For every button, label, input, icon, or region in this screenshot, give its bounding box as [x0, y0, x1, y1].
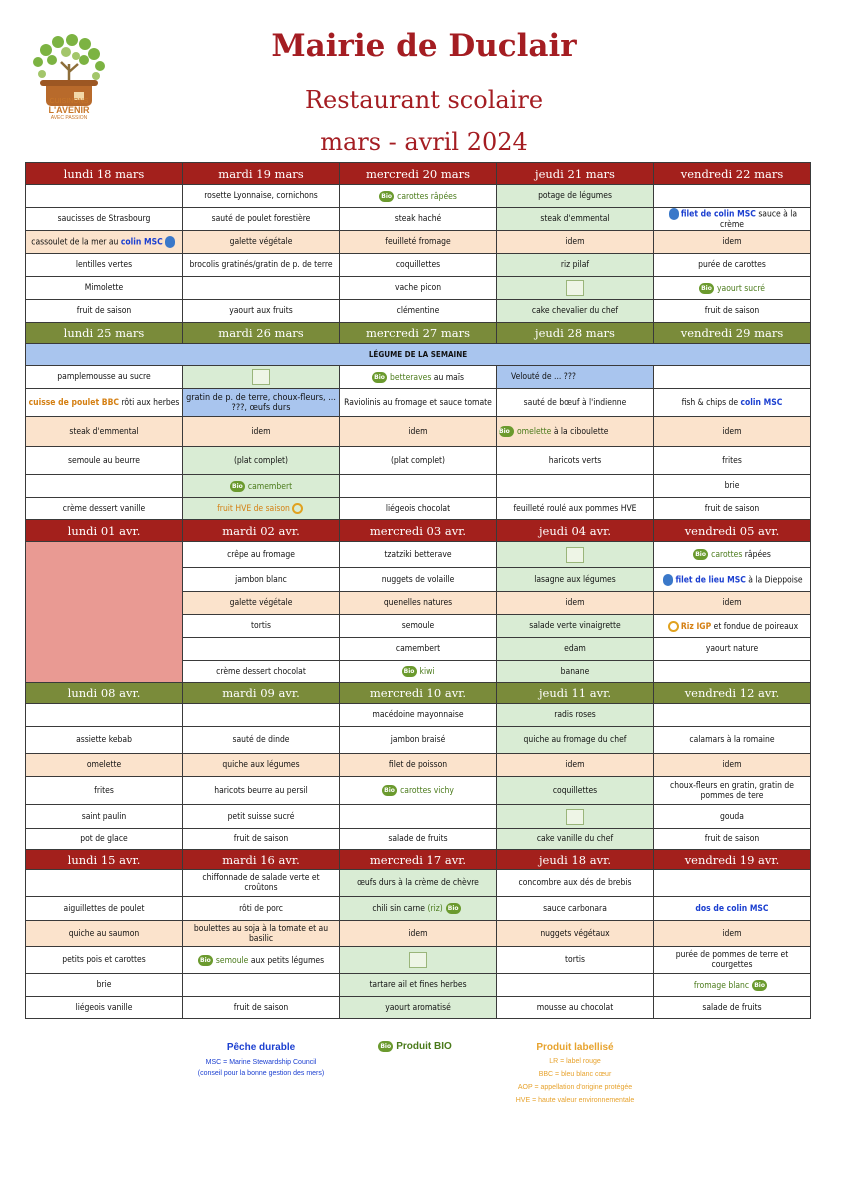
- menu-cell: idem: [497, 231, 654, 254]
- menu-cell: sauce carbonara: [497, 897, 654, 921]
- menu-cell: idem: [654, 921, 811, 947]
- menu-cell: [340, 475, 497, 498]
- menu-cell: cake chevalier du chef: [497, 300, 654, 323]
- msc-fish-icon: [669, 208, 679, 220]
- bio-icon: Bio: [378, 1041, 393, 1052]
- logo-line-1: CUISINONS: [49, 98, 89, 105]
- menu-cell: saint paulin: [26, 805, 183, 829]
- bio-icon: Bio: [693, 549, 708, 560]
- legend-line: (conseil pour la bonne gestion des mers): [197, 1070, 325, 1077]
- menu-row: [26, 498, 811, 520]
- msc-fish-icon: [663, 574, 673, 586]
- menu-cell: yaourt nature: [654, 638, 811, 661]
- menu-row: [26, 417, 811, 447]
- menu-cell: [654, 897, 811, 921]
- day-header: mercredi 10 avr.: [340, 683, 497, 704]
- menu-cell: fruit de saison: [654, 829, 811, 850]
- menu-item-extra: au maïs: [433, 372, 464, 383]
- menu-cell: semoule au beurre: [26, 447, 183, 475]
- bio-icon: Bio: [198, 955, 213, 966]
- vegetable-of-week-icon: [566, 547, 584, 563]
- bio-icon: Bio: [752, 980, 767, 991]
- menu-cell: [183, 638, 340, 661]
- menu-cell: jambon braisé: [340, 727, 497, 754]
- menu-cell: [183, 704, 340, 727]
- menu-row: [26, 475, 811, 498]
- day-header: mardi 26 mars: [183, 323, 340, 344]
- legend-title: Pêche durable: [226, 1042, 296, 1053]
- menu-cell: (plat complet): [183, 447, 340, 475]
- menu-row: [26, 777, 811, 805]
- menu-cell: pot de glace: [26, 829, 183, 850]
- menu-row: [26, 366, 811, 389]
- menu-cell: filet de poisson: [340, 754, 497, 777]
- menu-row: [26, 389, 811, 417]
- menu-row: [26, 704, 811, 727]
- menu-row: [26, 974, 811, 997]
- menu-row: [26, 447, 811, 475]
- menu-cell: [26, 389, 183, 417]
- menu-cell: gouda: [654, 805, 811, 829]
- menu-cell: [340, 805, 497, 829]
- menu-item: fish & chips de: [681, 397, 739, 408]
- legend-title: Produit labellisé: [536, 1042, 614, 1053]
- week-4-header: [26, 683, 811, 704]
- menu-cell: lentilles vertes: [26, 254, 183, 277]
- week-2-header: [26, 323, 811, 344]
- menu-cell: idem: [497, 754, 654, 777]
- day-header: mardi 09 avr.: [183, 683, 340, 704]
- menu-cell: idem: [654, 417, 811, 447]
- menu-cell: [654, 661, 811, 683]
- vegetable-of-week-icon: [566, 809, 584, 825]
- menu-item-bio: kiwi: [419, 667, 435, 677]
- menu-cell: jambon blanc: [183, 568, 340, 592]
- menu-item-bio: yaourt sucré: [717, 283, 765, 294]
- menu-cell: idem: [654, 754, 811, 777]
- menu-cell: assiette kebab: [26, 727, 183, 754]
- menu-cell: semoule: [340, 615, 497, 638]
- menu-cell: brocolis gratinés/gratin de p. de terre: [183, 254, 340, 277]
- legend-title: Produit BIO: [396, 1041, 452, 1053]
- menu-table: [25, 162, 811, 1019]
- menu-cell: [183, 974, 340, 997]
- menu-cell: yaourt aux fruits: [183, 300, 340, 323]
- menu-row: [26, 254, 811, 277]
- menu-cell: idem: [183, 417, 340, 447]
- legend-line: AOP = appellation d'origine protégée: [517, 1084, 633, 1091]
- menu-cell: [497, 542, 654, 568]
- menu-cell: Mimolette: [26, 277, 183, 300]
- day-header: mardi 19 mars: [183, 163, 340, 185]
- menu-cell: lasagne aux légumes: [497, 568, 654, 592]
- menu-cell: [654, 208, 811, 231]
- day-header: vendredi 05 avr.: [654, 520, 811, 542]
- menu-item-bio: omelette: [517, 427, 552, 437]
- day-header: vendredi 29 mars: [654, 323, 811, 344]
- menu-item-msc: filet de colin MSC: [680, 209, 756, 220]
- menu-cell: mousse au chocolat: [497, 997, 654, 1019]
- menu-cell: petits pois et carottes: [26, 947, 183, 974]
- menu-cell: [654, 185, 811, 208]
- menu-cell: [26, 475, 183, 498]
- vegetable-of-week-icon: [566, 280, 584, 296]
- menu-item-extra: aux petits légumes: [250, 955, 325, 966]
- menu-item-msc: colin MSC: [740, 397, 783, 408]
- menu-cell: fruit de saison: [654, 300, 811, 323]
- menu-cell: [654, 366, 811, 389]
- menu-item-bio: fromage blanc: [693, 980, 750, 991]
- menu-cell: [340, 897, 497, 921]
- menu-cell: gratin de p. de terre, choux-fleurs, ... ???, œufs durs: [183, 389, 340, 417]
- menu-row: [26, 185, 811, 208]
- menu-cell: tortis: [183, 615, 340, 638]
- label-icon: [668, 621, 679, 632]
- menu-cell: [654, 870, 811, 897]
- day-header: mercredi 17 avr.: [340, 850, 497, 870]
- menu-item-extra: rôti aux herbes: [121, 397, 180, 408]
- menu-cell: (plat complet): [340, 447, 497, 475]
- menu-cell: steak d'emmental: [26, 417, 183, 447]
- menu-cell: coquillettes: [497, 777, 654, 805]
- day-header: jeudi 21 mars: [497, 163, 654, 185]
- menu-cell: quiche aux légumes: [183, 754, 340, 777]
- menu-cell: tzatziki betterave: [340, 542, 497, 568]
- menu-cell: [654, 974, 811, 997]
- menu-cell: [654, 568, 811, 592]
- menu-cell: salade verte vinaigrette: [497, 615, 654, 638]
- legend-bio: [370, 1041, 460, 1052]
- holiday-cell: [26, 542, 183, 683]
- menu-cell: radis roses: [497, 704, 654, 727]
- menu-cell: brie: [26, 974, 183, 997]
- vegetable-of-week-banner: LÉGUME DE LA SEMAINE: [26, 344, 811, 366]
- menu-cell: nuggets de volaille: [340, 568, 497, 592]
- bio-icon: Bio: [372, 372, 387, 383]
- menu-cell: [497, 277, 654, 300]
- day-header: mardi 02 avr.: [183, 520, 340, 542]
- menu-item-msc: dos de colin MSC: [695, 903, 769, 914]
- menu-row: [26, 829, 811, 850]
- menu-cell: [654, 389, 811, 417]
- menu-cell: potage de légumes: [497, 185, 654, 208]
- day-header: jeudi 18 avr.: [497, 850, 654, 870]
- menu-cell: [497, 417, 654, 447]
- menu-item-extra: sauce à la crème: [719, 209, 798, 230]
- legend-line: LR = label rouge: [549, 1058, 601, 1065]
- menu-item-label: Riz IGP: [680, 621, 712, 632]
- menu-cell: steak haché: [340, 208, 497, 231]
- legend-line: BBC = bleu blanc cœur: [538, 1071, 612, 1078]
- menu-row: [26, 300, 811, 323]
- menu-item-extra: râpées: [744, 550, 771, 560]
- menu-row: [26, 805, 811, 829]
- menu-cell: haricots beurre au persil: [183, 777, 340, 805]
- menu-item-extra: et fondue de poireaux: [713, 621, 799, 632]
- menu-row: [26, 208, 811, 231]
- menu-cell: purée de pommes de terre et courgettes: [654, 947, 811, 974]
- legend-labelled-product: [480, 1042, 670, 1107]
- menu-row: [26, 277, 811, 300]
- bio-icon: Bio: [499, 426, 514, 437]
- menu-item-bio: camembert: [247, 481, 293, 492]
- menu-cell: tartare ail et fines herbes: [340, 974, 497, 997]
- menu-cell: rôti de porc: [183, 897, 340, 921]
- menu-cell: idem: [654, 592, 811, 615]
- menu-cell: [654, 615, 811, 638]
- menu-item-msc: colin MSC: [120, 237, 163, 248]
- label-icon: [292, 503, 303, 514]
- menu-cell: salade de fruits: [340, 829, 497, 850]
- menu-cell: yaourt aromatisé: [340, 997, 497, 1019]
- menu-cell: sauté de bœuf à l'indienne: [497, 389, 654, 417]
- day-header: lundi 15 avr.: [26, 850, 183, 870]
- menu-cell: [26, 231, 183, 254]
- menu-cell: feuilleté fromage: [340, 231, 497, 254]
- menu-cell: steak d'emmental: [497, 208, 654, 231]
- menu-cell: choux-fleurs en gratin, gratin de pommes de tere: [654, 777, 811, 805]
- menu-row: [26, 997, 811, 1019]
- menu-cell: [340, 366, 497, 389]
- menu-cell: cake vanille du chef: [497, 829, 654, 850]
- bio-icon: Bio: [402, 666, 417, 677]
- bio-icon: Bio: [382, 785, 397, 796]
- bio-icon: Bio: [446, 903, 461, 914]
- day-header: mercredi 03 avr.: [340, 520, 497, 542]
- menu-cell: feuilleté roulé aux pommes HVE: [497, 498, 654, 520]
- menu-row: [26, 542, 811, 568]
- menu-cell: omelette: [26, 754, 183, 777]
- menu-cell: frites: [654, 447, 811, 475]
- menu-item-bio: betteraves: [390, 372, 432, 383]
- menu-row: [26, 947, 811, 974]
- vegetable-of-week-icon: [252, 369, 270, 385]
- menu-row: [26, 727, 811, 754]
- menu-cell: calamars à la romaine: [654, 727, 811, 754]
- menu-cell: [340, 777, 497, 805]
- menu-row: [26, 870, 811, 897]
- menu-cell: banane: [497, 661, 654, 683]
- menu-item-bio: carottes: [711, 550, 743, 560]
- menu-cell: saucisses de Strasbourg: [26, 208, 183, 231]
- menu-item: chili sin carne: [372, 904, 425, 914]
- day-header: jeudi 11 avr.: [497, 683, 654, 704]
- menu-cell: clémentine: [340, 300, 497, 323]
- vegetable-of-week-icon: [409, 952, 427, 968]
- menu-cell: [183, 475, 340, 498]
- week-5-header: [26, 850, 811, 870]
- menu-cell: [340, 661, 497, 683]
- menu-cell: quiche au fromage du chef: [497, 727, 654, 754]
- page-subtitle: Restaurant scolaire: [304, 86, 544, 114]
- menu-cell: fruit de saison: [183, 997, 340, 1019]
- menu-cell: œufs durs à la crème de chèvre: [340, 870, 497, 897]
- logo-line-2: L'AVENIR: [48, 105, 90, 115]
- menu-item-label: cuisse de poulet BBC: [28, 397, 120, 408]
- day-header: vendredi 19 avr.: [654, 850, 811, 870]
- menu-row: [26, 897, 811, 921]
- bio-icon: Bio: [699, 283, 714, 294]
- banner-row: [26, 344, 811, 366]
- menu-row: [26, 231, 811, 254]
- menu-cell: [497, 805, 654, 829]
- legend-sustainable-fishing: [182, 1042, 340, 1079]
- menu-cell: idem: [340, 921, 497, 947]
- menu-item-bio: carottes râpées: [397, 191, 457, 202]
- menu-cell: nuggets végétaux: [497, 921, 654, 947]
- menu-cell: [340, 947, 497, 974]
- menu-cell: idem: [654, 231, 811, 254]
- week-1-header: [26, 163, 811, 185]
- menu-cell: crêpe au fromage: [183, 542, 340, 568]
- week-3-header: [26, 520, 811, 542]
- menu-row: [26, 921, 811, 947]
- menu-item-msc: filet de lieu MSC: [675, 575, 746, 585]
- day-header: jeudi 04 avr.: [497, 520, 654, 542]
- menu-cell: frites: [26, 777, 183, 805]
- menu-cell: galette végétale: [183, 592, 340, 615]
- menu-cell: rosette Lyonnaise, cornichons: [183, 185, 340, 208]
- menu-item-label: fruit HVE de saison: [217, 504, 290, 514]
- menu-cell: [26, 704, 183, 727]
- menu-item-extra: à la ciboulette: [553, 427, 609, 437]
- logo-line-3: AVEC PASSION: [50, 115, 88, 121]
- menu-cell: concombre aux dés de brebis: [497, 870, 654, 897]
- menu-cell: vache picon: [340, 277, 497, 300]
- menu-cell: liégeois vanille: [26, 997, 183, 1019]
- legend-line: HVE = haute valeur environnementale: [515, 1097, 635, 1104]
- day-header: lundi 25 mars: [26, 323, 183, 344]
- menu-cell: [654, 704, 811, 727]
- menu-cell: [183, 498, 340, 520]
- menu-cell: [183, 947, 340, 974]
- menu-cell: purée de carottes: [654, 254, 811, 277]
- menu-cell: fruit de saison: [654, 498, 811, 520]
- menu-cell: [26, 185, 183, 208]
- menu-cell: [654, 542, 811, 568]
- menu-cell: haricots verts: [497, 447, 654, 475]
- menu-cell: Raviolinis au fromage et sauce tomate: [340, 389, 497, 417]
- menu-cell: riz pilaf: [497, 254, 654, 277]
- menu-cell: boulettes au soja à la tomate et au basilic: [183, 921, 340, 947]
- page-title: Mairie de Duclair: [271, 28, 577, 64]
- day-header: lundi 08 avr.: [26, 683, 183, 704]
- menu-cell: salade de fruits: [654, 997, 811, 1019]
- menu-cell: fruit de saison: [26, 300, 183, 323]
- menu-cell: [183, 277, 340, 300]
- menu-cell: quenelles natures: [340, 592, 497, 615]
- menu-cell: macédoine mayonnaise: [340, 704, 497, 727]
- day-header: mercredi 27 mars: [340, 323, 497, 344]
- menu-cell: liégeois chocolat: [340, 498, 497, 520]
- menu-cell: crème dessert vanille: [26, 498, 183, 520]
- menu-cell: chiffonnade de salade verte et croûtons: [183, 870, 340, 897]
- day-header: vendredi 22 mars: [654, 163, 811, 185]
- menu-item: cassoulet de la mer au: [31, 237, 119, 248]
- bio-icon: Bio: [379, 191, 394, 202]
- menu-cell: [497, 475, 654, 498]
- menu-cell: [654, 277, 811, 300]
- menu-cell: petit suisse sucré: [183, 805, 340, 829]
- menu-period: mars - avril 2024: [320, 128, 528, 156]
- day-header: lundi 18 mars: [26, 163, 183, 185]
- menu-cell: idem: [340, 417, 497, 447]
- menu-cell: fruit de saison: [183, 829, 340, 850]
- msc-fish-icon: [165, 236, 175, 248]
- menu-cell: brie: [654, 475, 811, 498]
- menu-cell: quiche au saumon: [26, 921, 183, 947]
- day-header: vendredi 12 avr.: [654, 683, 811, 704]
- menu-cell: [340, 185, 497, 208]
- menu-cell: pamplemousse au sucre: [26, 366, 183, 389]
- menu-item-bio: (riz): [427, 904, 443, 914]
- menu-row: [26, 754, 811, 777]
- menu-cell: tortis: [497, 947, 654, 974]
- menu-cell: idem: [497, 592, 654, 615]
- menu-cell: sauté de poulet forestière: [183, 208, 340, 231]
- day-header: mardi 16 avr.: [183, 850, 340, 870]
- menu-cell: [26, 870, 183, 897]
- menu-cell: [497, 974, 654, 997]
- menu-cell: aiguillettes de poulet: [26, 897, 183, 921]
- menu-cell: edam: [497, 638, 654, 661]
- menu-cell: Velouté de ... ???: [497, 366, 654, 389]
- menu-item-extra: à la Dieppoise: [748, 575, 803, 585]
- menu-cell: coquillettes: [340, 254, 497, 277]
- legend-line: MSC = Marine Stewardship Council: [205, 1059, 317, 1066]
- menu-item-bio: semoule: [215, 955, 249, 966]
- menu-cell: crème dessert chocolat: [183, 661, 340, 683]
- menu-item-bio: carottes vichy: [400, 786, 454, 796]
- menu-cell: sauté de dinde: [183, 727, 340, 754]
- menu-cell: camembert: [340, 638, 497, 661]
- day-header: lundi 01 avr.: [26, 520, 183, 542]
- menu-cell: galette végétale: [183, 231, 340, 254]
- day-header: jeudi 28 mars: [497, 323, 654, 344]
- day-header: mercredi 20 mars: [340, 163, 497, 185]
- bio-icon: Bio: [230, 481, 245, 492]
- menu-cell: [183, 366, 340, 389]
